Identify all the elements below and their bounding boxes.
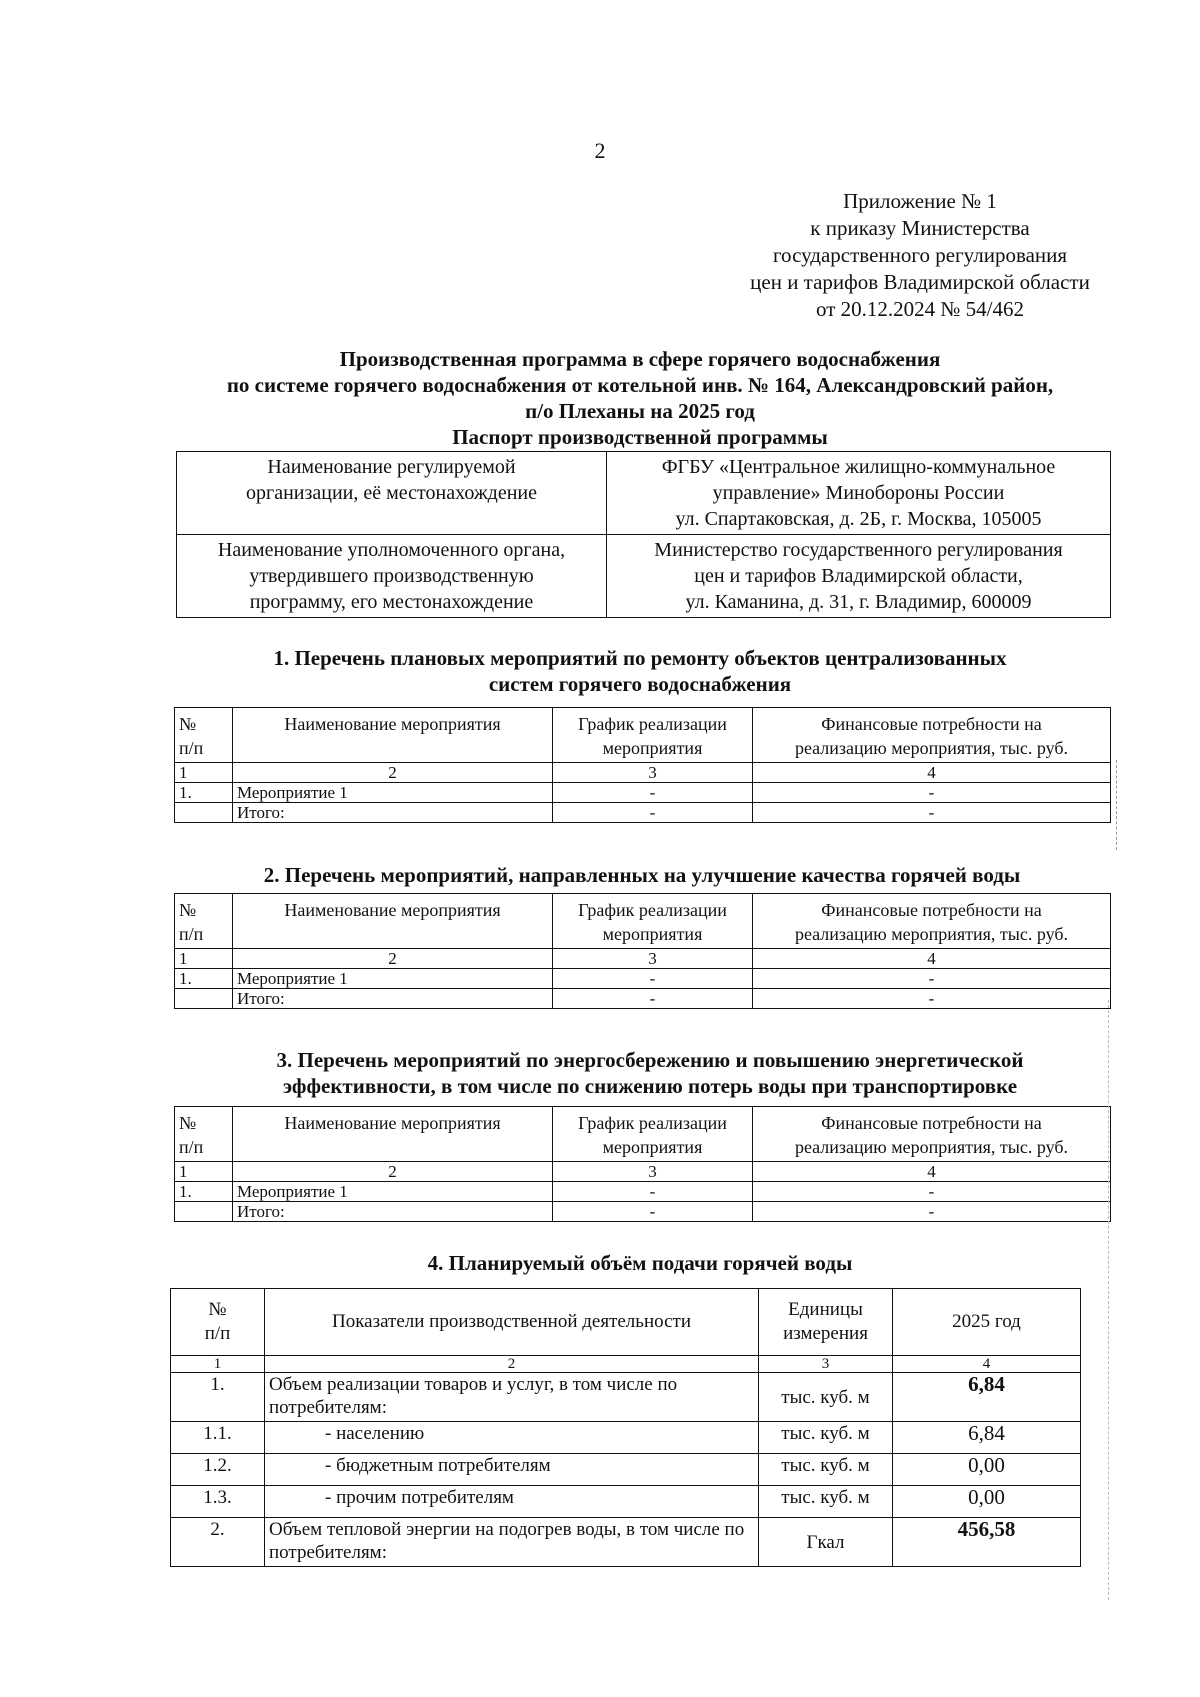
page-number: 2 (594, 138, 606, 163)
section-title-line: 3. Перечень мероприятий по энергосбережению и повышению энергетической (276, 1048, 1024, 1072)
index-cell: 1 (175, 763, 233, 783)
cell-text: управление» Минобороны России (712, 482, 1005, 504)
row-unit: Гкал (759, 1518, 893, 1567)
row-unit: тыс. куб. м (759, 1454, 893, 1486)
row-value: 6,84 (893, 1422, 1081, 1454)
index-cell: 3 (759, 1356, 893, 1373)
table-row (171, 1454, 1081, 1486)
index-cell: 3 (553, 763, 753, 783)
cell-text: Министерство государственного регулирования (654, 539, 1063, 561)
row-finance: - (753, 969, 1111, 989)
section-2-title (172, 862, 1112, 888)
table-cell (177, 535, 607, 618)
row-num: 1. (171, 1373, 265, 1422)
row-num: 1. (175, 1182, 233, 1202)
section-title-line: 4. Планируемый объём подачи горячей воды (427, 1251, 853, 1275)
table-row (177, 535, 1111, 618)
cell-text: ФГБУ «Центральное жилищно-коммунальное (661, 456, 1056, 478)
row-value: 6,84 (893, 1373, 1081, 1422)
table-total-row (175, 1202, 1111, 1222)
title-line: Производственная программа в сфере горячего водоснабжения (339, 347, 941, 371)
row-total-label: Итого: (233, 1202, 553, 1222)
table-header-row (175, 708, 1111, 763)
row-num: 1. (175, 969, 233, 989)
table-total-row (175, 803, 1111, 823)
index-cell: 4 (753, 949, 1111, 969)
table-header-row (175, 1107, 1111, 1162)
row-indicator: - населению (265, 1422, 759, 1454)
index-cell: 4 (893, 1356, 1081, 1373)
header-schedule: График реализации мероприятия (553, 894, 753, 949)
header-year: 2025 год (893, 1289, 1081, 1356)
cell-text: утвердившего производственную (249, 565, 534, 587)
event-table-2 (174, 893, 1111, 1009)
row-schedule: - (553, 803, 753, 823)
row-value: 0,00 (893, 1486, 1081, 1518)
header-num: № п/п (175, 708, 233, 763)
index-cell: 2 (233, 949, 553, 969)
table-cell (607, 535, 1111, 618)
row-indicator: Объем тепловой энергии на подогрев воды, в том числе по потребителям: (265, 1518, 759, 1567)
section-3-title (170, 1047, 1130, 1099)
index-cell: 1 (171, 1356, 265, 1373)
cell-text: ул. Спартаковская, д. 2Б, г. Москва, 105005 (675, 508, 1042, 530)
row-schedule: - (553, 989, 753, 1009)
row-total-label: Итого: (233, 989, 553, 1009)
row-name: Мероприятие 1 (233, 783, 553, 803)
index-cell: 1 (175, 1162, 233, 1182)
header-unit: Единицы измерения (759, 1289, 893, 1356)
table-row (171, 1422, 1081, 1454)
table-index-row (175, 949, 1111, 969)
header-indicator: Показатели производственной деятельности (265, 1289, 759, 1356)
event-table-3 (174, 1106, 1111, 1222)
table-total-row (175, 989, 1111, 1009)
row-indicator: Объем реализации товаров и услуг, в том числе по потребителям: (265, 1373, 759, 1422)
row-finance: - (753, 989, 1111, 1009)
header-name: Наименование мероприятия (233, 894, 553, 949)
table-index-row (175, 763, 1111, 783)
row-num: 2. (171, 1518, 265, 1567)
appendix-line: цен и тарифов Владимирской области (750, 270, 1090, 294)
cell-text: цен и тарифов Владимирской области, (694, 565, 1023, 587)
index-cell: 4 (753, 1162, 1111, 1182)
index-cell: 4 (753, 763, 1111, 783)
cell-text: организации, её местонахождение (246, 482, 537, 504)
section-title-line: эффективности, в том числе по снижению потерь воды при транспортировке (282, 1074, 1018, 1098)
row-num: 1.2. (171, 1454, 265, 1486)
cell-text: программу, его местонахождение (249, 591, 534, 613)
header-num: № п/п (171, 1289, 265, 1356)
row-indicator: - прочим потребителям (265, 1486, 759, 1518)
cell-text: Наименование регулируемой (267, 456, 516, 478)
row-name: Мероприятие 1 (233, 1182, 553, 1202)
header-name: Наименование мероприятия (233, 708, 553, 763)
header-num: № п/п (175, 1107, 233, 1162)
table-header-row (171, 1289, 1081, 1356)
index-cell: 3 (553, 949, 753, 969)
row-unit: тыс. куб. м (759, 1486, 893, 1518)
row-num: 1.1. (171, 1422, 265, 1454)
section-4-title (160, 1250, 1120, 1276)
appendix-line: от 20.12.2024 № 54/462 (815, 297, 1025, 321)
row-finance: - (753, 803, 1111, 823)
row-finance: - (753, 1182, 1111, 1202)
scan-artifact (1116, 760, 1117, 850)
row-value: 456,58 (893, 1518, 1081, 1567)
title-line: по системе горячего водоснабжения от котельной инв. № 164, Александровский район, (226, 373, 1054, 397)
row-num (175, 989, 233, 1009)
row-schedule: - (553, 969, 753, 989)
table-row (171, 1373, 1081, 1422)
table-row (175, 1182, 1111, 1202)
index-cell: 2 (233, 763, 553, 783)
appendix-header (700, 188, 1140, 323)
header-name: Наименование мероприятия (233, 1107, 553, 1162)
section-title-line: 2. Перечень мероприятий, направленных на улучшение качества горячей воды (263, 863, 1021, 887)
row-finance: - (753, 1202, 1111, 1222)
table-row (171, 1486, 1081, 1518)
volume-table (170, 1288, 1081, 1567)
table-row (171, 1518, 1081, 1567)
row-num (175, 1202, 233, 1222)
index-cell: 3 (553, 1162, 753, 1182)
header-finance: Финансовые потребности на реализацию мероприятия, тыс. руб. (753, 1107, 1111, 1162)
section-title-line: систем горячего водоснабжения (488, 672, 792, 696)
passport-title: Паспорт производственной программы (452, 425, 828, 449)
index-cell: 2 (265, 1356, 759, 1373)
header-schedule: График реализации мероприятия (553, 1107, 753, 1162)
row-indicator: - бюджетным потребителям (265, 1454, 759, 1486)
table-index-row (175, 1162, 1111, 1182)
row-unit: тыс. куб. м (759, 1422, 893, 1454)
row-unit: тыс. куб. м (759, 1373, 893, 1422)
header-finance: Финансовые потребности на реализацию мероприятия, тыс. руб. (753, 894, 1111, 949)
appendix-line: Приложение № 1 (843, 189, 997, 213)
table-header-row (175, 894, 1111, 949)
document-title (160, 346, 1120, 450)
scan-artifact (1108, 1000, 1109, 1600)
event-table-1 (174, 707, 1111, 823)
table-row (177, 452, 1111, 535)
passport-table (176, 451, 1111, 618)
table-row (175, 783, 1111, 803)
row-schedule: - (553, 1202, 753, 1222)
table-index-row (171, 1356, 1081, 1373)
cell-text: ул. Каманина, д. 31, г. Владимир, 600009 (685, 591, 1032, 613)
index-cell: 2 (233, 1162, 553, 1182)
header-num: № п/п (175, 894, 233, 949)
section-1-title (160, 645, 1120, 697)
row-schedule: - (553, 783, 753, 803)
row-schedule: - (553, 1182, 753, 1202)
header-finance: Финансовые потребности на реализацию мероприятия, тыс. руб. (753, 708, 1111, 763)
appendix-line: государственного регулирования (772, 243, 1068, 267)
row-total-label: Итого: (233, 803, 553, 823)
table-cell (177, 452, 607, 535)
table-row (175, 969, 1111, 989)
table-cell (607, 452, 1111, 535)
index-cell: 1 (175, 949, 233, 969)
section-title-line: 1. Перечень плановых мероприятий по ремонту объектов централизованных (273, 646, 1007, 670)
row-name: Мероприятие 1 (233, 969, 553, 989)
title-line: п/о Плеханы на 2025 год (525, 399, 755, 423)
row-num (175, 803, 233, 823)
row-value: 0,00 (893, 1454, 1081, 1486)
row-num: 1. (175, 783, 233, 803)
header-schedule: График реализации мероприятия (553, 708, 753, 763)
cell-text: Наименование уполномоченного органа, (217, 539, 566, 561)
row-num: 1.3. (171, 1486, 265, 1518)
row-finance: - (753, 783, 1111, 803)
appendix-line: к приказу Министерства (810, 216, 1030, 240)
